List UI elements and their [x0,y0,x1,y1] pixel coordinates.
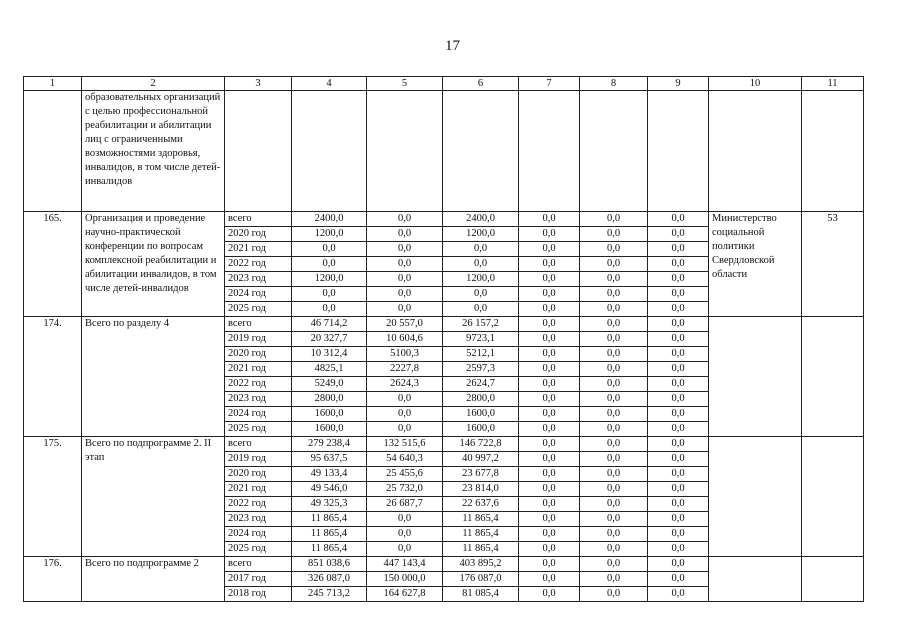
column-number-cell: 4 [292,77,367,91]
empty-cell [225,91,292,212]
target-number-cell: 53 [802,212,864,317]
amount-cell: 0,0 [519,467,580,482]
column-number-row [24,77,864,91]
amount-cell: 326 087,0 [292,572,367,587]
amount-cell: 0,0 [580,347,648,362]
amount-cell: 0,0 [580,482,648,497]
table-row [24,212,864,227]
empty-cell [367,91,443,212]
column-number-cell: 10 [709,77,802,91]
amount-cell: 0,0 [519,347,580,362]
period-cell: 2020 год [225,347,292,362]
column-number-cell: 11 [802,77,864,91]
amount-cell: 0,0 [443,302,519,317]
table-row [24,317,864,332]
amount-cell: 0,0 [519,407,580,422]
amount-cell: 0,0 [648,497,709,512]
amount-cell: 0,0 [648,362,709,377]
period-cell: всего [225,557,292,572]
amount-cell: 1200,0 [292,272,367,287]
amount-cell: 0,0 [292,302,367,317]
amount-cell: 4825,1 [292,362,367,377]
amount-cell: 2400,0 [292,212,367,227]
amount-cell: 0,0 [648,527,709,542]
amount-cell: 0,0 [519,377,580,392]
amount-cell: 0,0 [443,257,519,272]
amount-cell: 0,0 [580,497,648,512]
table-row [24,437,864,452]
amount-cell: 1600,0 [443,422,519,437]
amount-cell: 5100,3 [367,347,443,362]
empty-cell [580,91,648,212]
amount-cell: 0,0 [580,212,648,227]
period-cell: 2022 год [225,497,292,512]
amount-cell: 0,0 [519,527,580,542]
amount-cell: 0,0 [580,332,648,347]
activity-name-cell: Всего по подпрограмме 2 [82,557,225,602]
amount-cell: 25 455,6 [367,467,443,482]
amount-cell: 11 865,4 [292,542,367,557]
amount-cell: 2400,0 [443,212,519,227]
amount-cell: 0,0 [580,572,648,587]
column-number-cell: 9 [648,77,709,91]
executor-cell [709,91,802,212]
amount-cell: 0,0 [367,257,443,272]
amount-cell: 1600,0 [292,422,367,437]
amount-cell: 0,0 [648,482,709,497]
amount-cell: 0,0 [648,542,709,557]
row-number-cell: 175. [24,437,82,557]
column-number-cell: 1 [24,77,82,91]
amount-cell: 245 713,2 [292,587,367,602]
column-number-cell: 3 [225,77,292,91]
period-cell: всего [225,437,292,452]
amount-cell: 1600,0 [443,407,519,422]
row-number-cell: 165. [24,212,82,317]
amount-cell: 0,0 [580,317,648,332]
amount-cell: 0,0 [580,257,648,272]
amount-cell: 5249,0 [292,377,367,392]
activity-name-cell: Всего по подпрограмме 2. II этап [82,437,225,557]
amount-cell: 0,0 [443,287,519,302]
amount-cell: 403 895,2 [443,557,519,572]
executor-cell: Министерство социальной политики Свердловской области [709,212,802,317]
amount-cell: 0,0 [648,587,709,602]
amount-cell: 0,0 [292,257,367,272]
amount-cell: 0,0 [580,557,648,572]
period-cell: 2019 год [225,452,292,467]
amount-cell: 2227,8 [367,362,443,377]
amount-cell: 0,0 [648,332,709,347]
amount-cell: 0,0 [648,317,709,332]
amount-cell: 279 238,4 [292,437,367,452]
target-number-cell [802,317,864,437]
period-cell: 2019 год [225,332,292,347]
amount-cell: 0,0 [519,302,580,317]
amount-cell: 0,0 [443,242,519,257]
amount-cell: 0,0 [648,377,709,392]
period-cell: 2022 год [225,257,292,272]
amount-cell: 2624,3 [367,377,443,392]
amount-cell: 0,0 [648,437,709,452]
amount-cell: 49 133,4 [292,467,367,482]
amount-cell: 20 557,0 [367,317,443,332]
amount-cell: 2800,0 [443,392,519,407]
amount-cell: 0,0 [519,497,580,512]
period-cell: 2018 год [225,587,292,602]
period-cell: 2020 год [225,467,292,482]
amount-cell: 11 865,4 [443,542,519,557]
amount-cell: 0,0 [367,227,443,242]
column-number-cell: 2 [82,77,225,91]
budget-table [23,76,864,602]
amount-cell: 0,0 [580,407,648,422]
amount-cell: 0,0 [367,242,443,257]
period-cell: 2021 год [225,482,292,497]
amount-cell: 0,0 [519,392,580,407]
amount-cell: 25 732,0 [367,482,443,497]
amount-cell: 851 038,6 [292,557,367,572]
amount-cell: 9723,1 [443,332,519,347]
amount-cell: 0,0 [580,302,648,317]
amount-cell: 0,0 [580,452,648,467]
amount-cell: 0,0 [648,572,709,587]
amount-cell: 23 814,0 [443,482,519,497]
amount-cell: 0,0 [519,212,580,227]
amount-cell: 40 997,2 [443,452,519,467]
target-number-cell [802,91,864,212]
amount-cell: 0,0 [648,242,709,257]
amount-cell: 81 085,4 [443,587,519,602]
column-number-cell: 6 [443,77,519,91]
amount-cell: 1200,0 [443,272,519,287]
amount-cell: 0,0 [519,317,580,332]
amount-cell: 1200,0 [443,227,519,242]
amount-cell: 95 637,5 [292,452,367,467]
row-number-cell [24,91,82,212]
amount-cell: 0,0 [519,332,580,347]
target-number-cell [802,557,864,602]
amount-cell: 26 687,7 [367,497,443,512]
amount-cell: 0,0 [367,287,443,302]
period-cell: 2024 год [225,407,292,422]
amount-cell: 0,0 [580,542,648,557]
amount-cell: 0,0 [519,242,580,257]
column-number-cell: 7 [519,77,580,91]
amount-cell: 0,0 [292,287,367,302]
amount-cell: 0,0 [519,572,580,587]
period-cell: 2023 год [225,512,292,527]
period-cell: 2025 год [225,422,292,437]
amount-cell: 0,0 [292,242,367,257]
period-cell: 2025 год [225,542,292,557]
amount-cell: 0,0 [648,407,709,422]
amount-cell: 0,0 [519,587,580,602]
amount-cell: 0,0 [519,557,580,572]
amount-cell: 164 627,8 [367,587,443,602]
amount-cell: 11 865,4 [443,512,519,527]
amount-cell: 0,0 [367,407,443,422]
table-row [24,91,864,212]
amount-cell: 1200,0 [292,227,367,242]
amount-cell: 0,0 [580,227,648,242]
amount-cell: 22 637,6 [443,497,519,512]
amount-cell: 0,0 [580,512,648,527]
amount-cell: 49 546,0 [292,482,367,497]
amount-cell: 5212,1 [443,347,519,362]
amount-cell: 11 865,4 [292,512,367,527]
period-cell: всего [225,212,292,227]
amount-cell: 150 000,0 [367,572,443,587]
amount-cell: 0,0 [648,257,709,272]
amount-cell: 0,0 [580,242,648,257]
amount-cell: 0,0 [367,422,443,437]
amount-cell: 0,0 [367,542,443,557]
amount-cell: 23 677,8 [443,467,519,482]
amount-cell: 0,0 [519,452,580,467]
amount-cell: 0,0 [580,422,648,437]
amount-cell: 176 087,0 [443,572,519,587]
amount-cell: 0,0 [519,362,580,377]
amount-cell: 0,0 [580,362,648,377]
amount-cell: 0,0 [648,392,709,407]
amount-cell: 10 604,6 [367,332,443,347]
period-cell: 2023 год [225,272,292,287]
amount-cell: 54 640,3 [367,452,443,467]
activity-name-cell: Организация и проведение научно-практической конференции по вопросам комплексной реабилитации и абилитации инвалидов, в том числе детей-инвалидов [82,212,225,317]
amount-cell: 0,0 [519,227,580,242]
amount-cell: 0,0 [367,212,443,227]
amount-cell: 0,0 [367,302,443,317]
period-cell: 2024 год [225,287,292,302]
amount-cell: 0,0 [648,227,709,242]
table-row [24,557,864,572]
column-number-cell: 8 [580,77,648,91]
amount-cell: 0,0 [519,512,580,527]
amount-cell: 20 327,7 [292,332,367,347]
amount-cell: 0,0 [648,287,709,302]
page-number: 17 [445,38,460,54]
amount-cell: 0,0 [580,527,648,542]
row-number-cell: 176. [24,557,82,602]
amount-cell: 0,0 [648,557,709,572]
amount-cell: 11 865,4 [443,527,519,542]
amount-cell: 46 714,2 [292,317,367,332]
target-number-cell [802,437,864,557]
amount-cell: 49 325,3 [292,497,367,512]
amount-cell: 0,0 [519,437,580,452]
amount-cell: 0,0 [648,272,709,287]
period-cell: 2024 год [225,527,292,542]
row-number-cell: 174. [24,317,82,437]
amount-cell: 0,0 [519,422,580,437]
period-cell: 2025 год [225,302,292,317]
amount-cell: 0,0 [580,437,648,452]
amount-cell: 0,0 [367,272,443,287]
amount-cell: 0,0 [648,422,709,437]
amount-cell: 0,0 [648,512,709,527]
amount-cell: 0,0 [367,527,443,542]
amount-cell: 0,0 [367,512,443,527]
amount-cell: 2597,3 [443,362,519,377]
column-number-cell: 5 [367,77,443,91]
amount-cell: 0,0 [367,392,443,407]
period-cell: 2020 год [225,227,292,242]
amount-cell: 0,0 [648,212,709,227]
amount-cell: 11 865,4 [292,527,367,542]
amount-cell: 10 312,4 [292,347,367,362]
amount-cell: 0,0 [648,452,709,467]
amount-cell: 2800,0 [292,392,367,407]
amount-cell: 0,0 [519,272,580,287]
amount-cell: 0,0 [580,467,648,482]
amount-cell: 1600,0 [292,407,367,422]
period-cell: 2021 год [225,362,292,377]
amount-cell: 0,0 [580,287,648,302]
activity-name-cell: Всего по разделу 4 [82,317,225,437]
executor-cell [709,437,802,557]
amount-cell: 0,0 [519,482,580,497]
amount-cell: 0,0 [648,467,709,482]
executor-cell [709,317,802,437]
amount-cell: 0,0 [519,257,580,272]
period-cell: 2017 год [225,572,292,587]
empty-cell [648,91,709,212]
period-cell: всего [225,317,292,332]
amount-cell: 0,0 [580,377,648,392]
amount-cell: 0,0 [580,272,648,287]
amount-cell: 0,0 [580,587,648,602]
amount-cell: 0,0 [519,542,580,557]
amount-cell: 0,0 [648,302,709,317]
empty-cell [292,91,367,212]
executor-cell [709,557,802,602]
amount-cell: 0,0 [519,287,580,302]
amount-cell: 2624,7 [443,377,519,392]
period-cell: 2023 год [225,392,292,407]
empty-cell [519,91,580,212]
activity-name-cell: образовательных организаций с целью профессиональной реабилитации и абилитации лиц с ограниченными возможностями здоровья, инвалидов, в том числе детей-инвалидов [82,91,225,212]
amount-cell: 132 515,6 [367,437,443,452]
empty-cell [443,91,519,212]
amount-cell: 0,0 [648,347,709,362]
amount-cell: 146 722,8 [443,437,519,452]
amount-cell: 0,0 [580,392,648,407]
period-cell: 2021 год [225,242,292,257]
amount-cell: 26 157,2 [443,317,519,332]
amount-cell: 447 143,4 [367,557,443,572]
period-cell: 2022 год [225,377,292,392]
